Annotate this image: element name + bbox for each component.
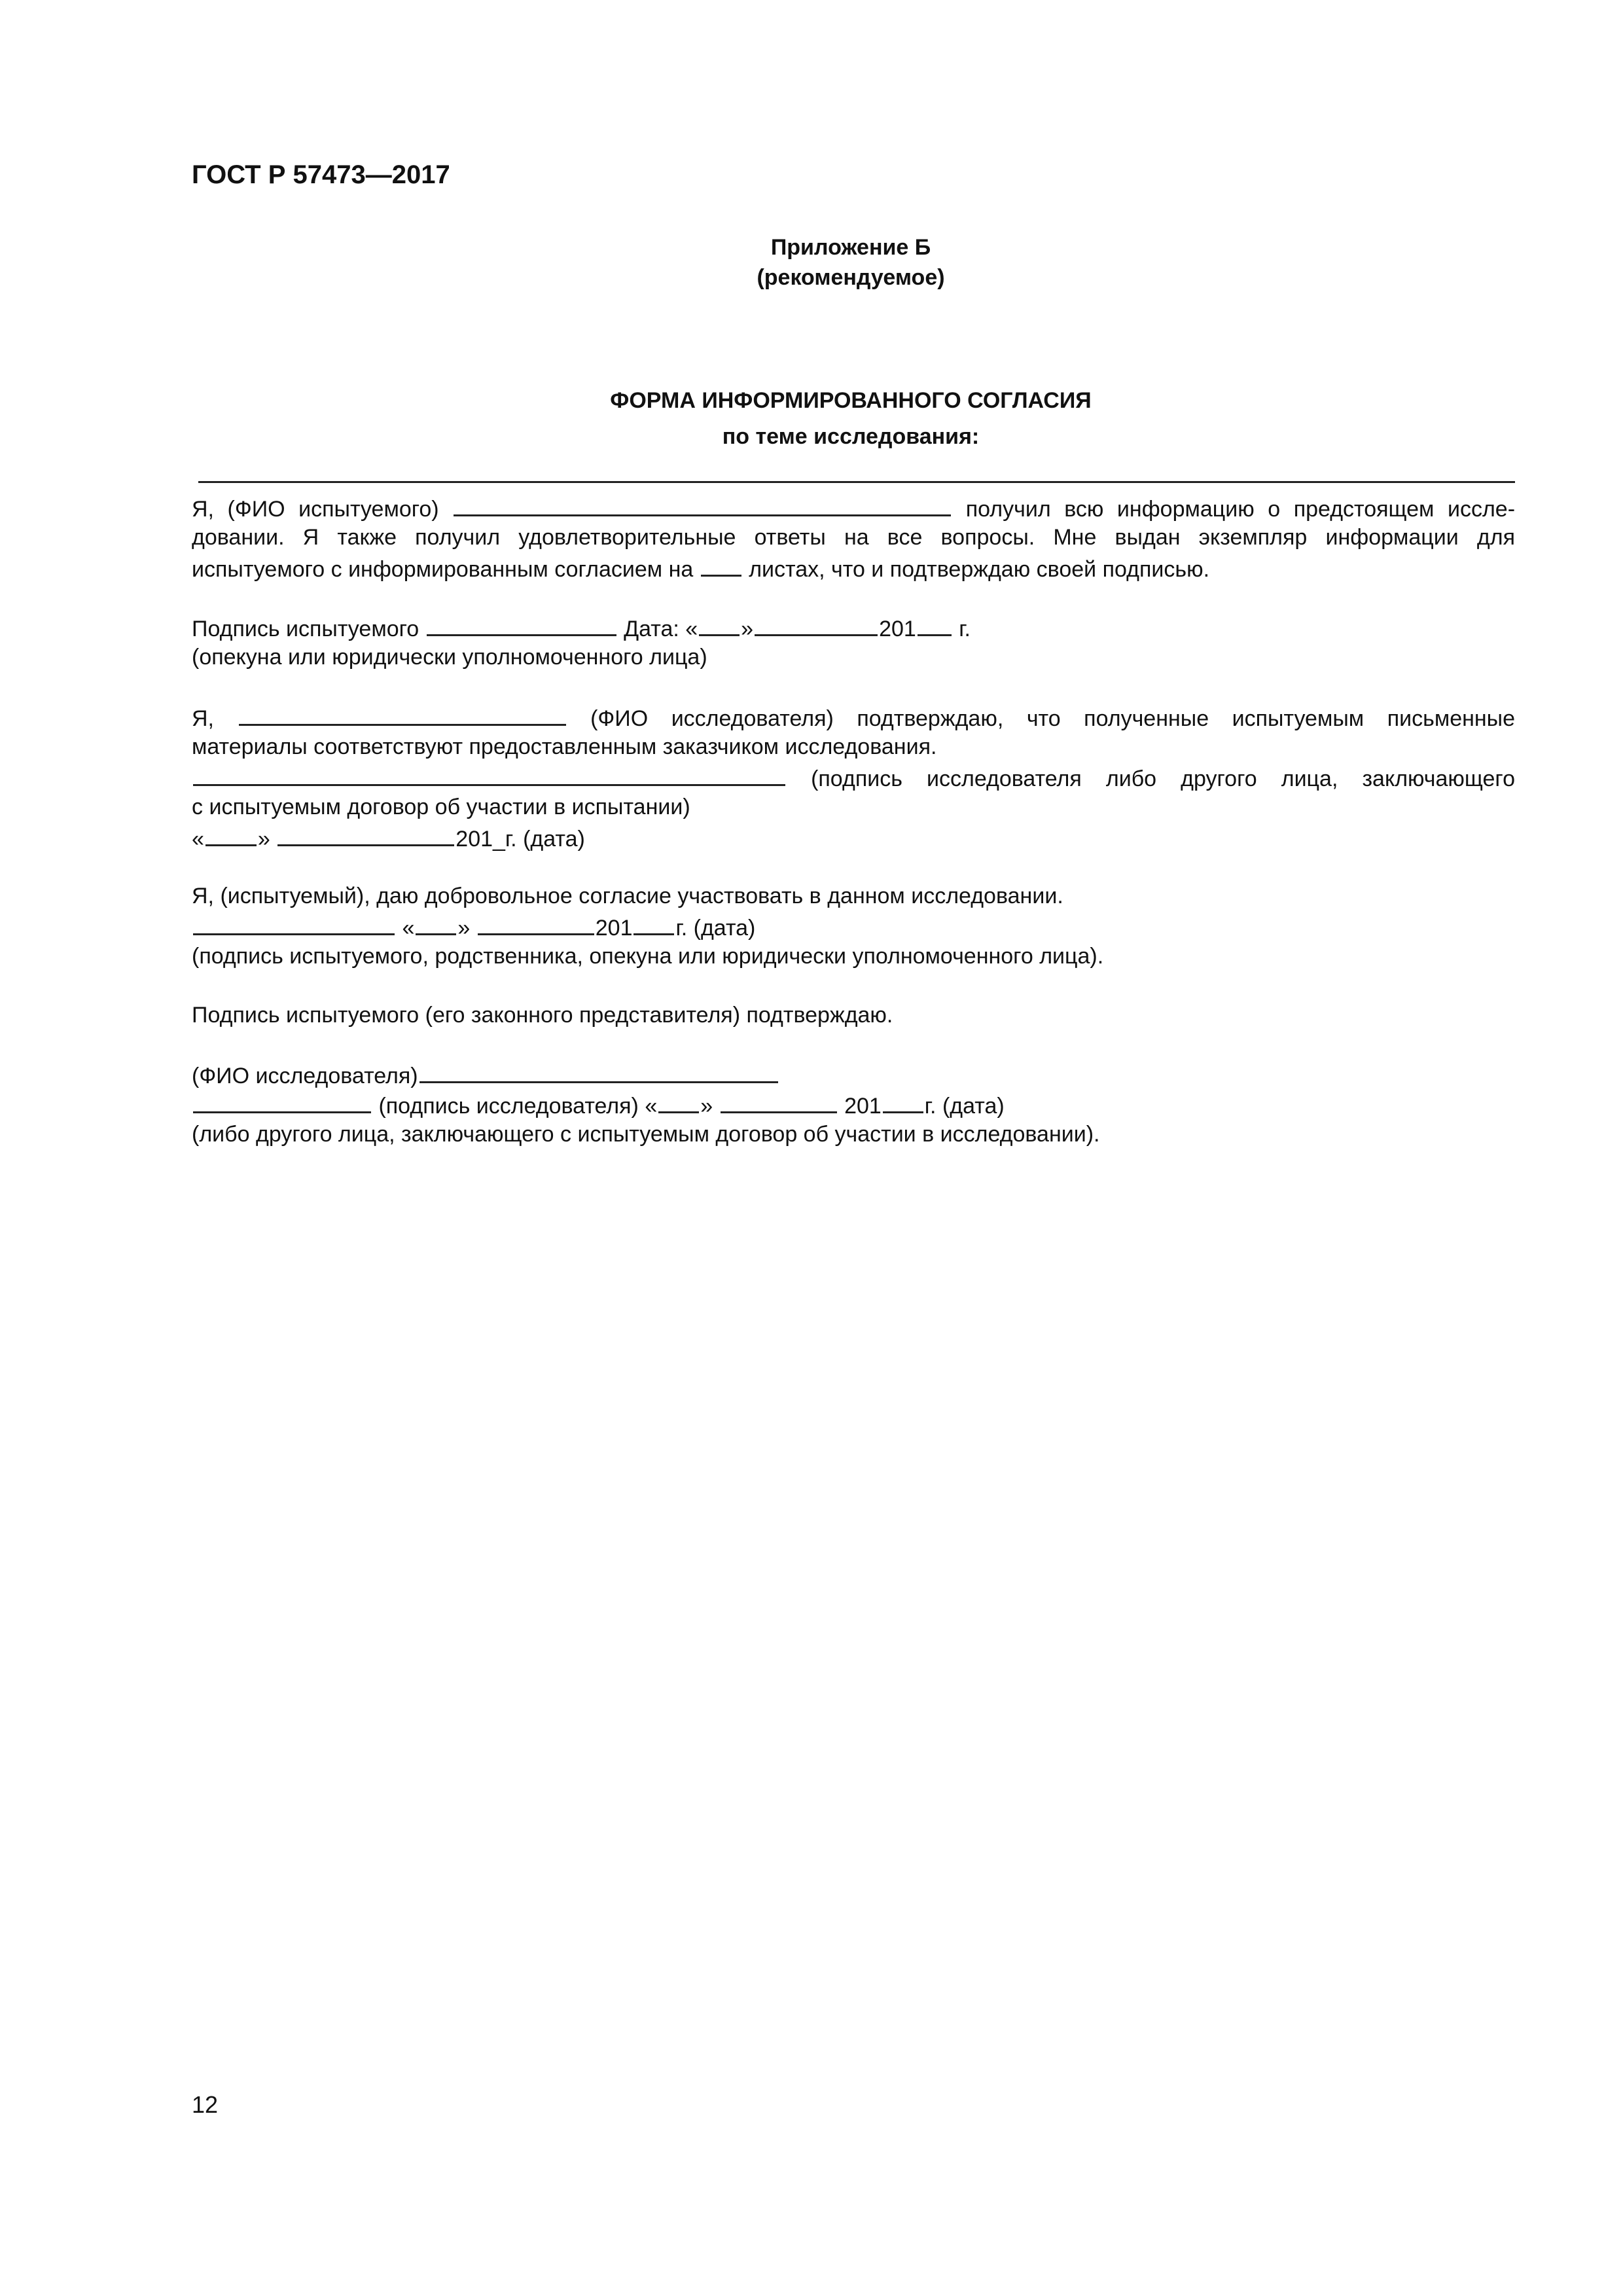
p4-line-1: Я, (испытуемый), даю добровольное согласие участвовать в данном исследовании. xyxy=(192,884,1063,908)
p6-researcher-signature-blank[interactable] xyxy=(193,1089,371,1113)
form-subtitle: по теме исследования: xyxy=(722,424,980,449)
annex-heading xyxy=(0,232,1623,293)
p6-line-3: (либо другого лица, заключающего с испытуемым договор об участии в исследовании). xyxy=(192,1122,1100,1147)
p6-line-2: (подпись исследователя) « » 201 г. (дата) xyxy=(192,1089,1005,1121)
date-year-blank[interactable] xyxy=(918,612,952,636)
form-title: ФОРМА ИНФОРМИРОВАННОГО СОГЛАСИЯ xyxy=(610,388,1092,413)
p1-line-3: испытуемого с информированным согласием на листах, что и подтверждаю своей подписью. xyxy=(192,552,1209,584)
p3-date-month-blank[interactable] xyxy=(277,822,454,846)
p1-line-2: довании. Я также получил удовлетворительные ответы на все вопросы. Мне выдан экземпляр информации для xyxy=(192,525,1515,550)
p2-line-2: (опекуна или юридически уполномоченного лица) xyxy=(192,645,707,670)
consent-signature-blank[interactable] xyxy=(193,911,395,935)
subject-name-blank[interactable] xyxy=(454,492,951,516)
page-number: 12 xyxy=(192,2091,219,2118)
p3-line-3: (подпись исследователя либо другого лица, заключающего xyxy=(192,762,1515,794)
sheets-count-blank[interactable] xyxy=(701,552,741,577)
document-code: ГОСТ Р 57473—2017 xyxy=(192,160,450,189)
p5-line-1: Подпись испытуемого (его законного представителя) подтверждаю. xyxy=(192,1003,893,1028)
researcher-signature-blank[interactable] xyxy=(193,762,785,786)
p6-line-1: (ФИО исследователя) xyxy=(192,1059,779,1091)
date-day-blank[interactable] xyxy=(699,612,740,636)
p3-line-2: материалы соответствуют предоставленным заказчиком исследования. xyxy=(192,734,937,759)
p1-line-1: Я, (ФИО испытуемого) получил всю информацию о предстоящем иссле- xyxy=(192,492,1515,524)
consent-year-blank[interactable] xyxy=(633,911,674,935)
p3-line-5: « » 201_г. (дата) xyxy=(192,822,585,854)
topic-blank[interactable] xyxy=(198,481,1515,483)
p4-line-3: (подпись испытуемого, родственника, опекуна или юридически уполномоченного лица). xyxy=(192,944,1104,969)
p3-line-1: Я, (ФИО исследователя) подтверждаю, что полученные испытуемым письменные xyxy=(192,702,1515,734)
p6-day-blank[interactable] xyxy=(658,1089,699,1113)
p6-researcher-name-blank[interactable] xyxy=(419,1059,778,1083)
p6-year-blank[interactable] xyxy=(883,1089,923,1113)
consent-day-blank[interactable] xyxy=(416,911,456,935)
date-month-blank[interactable] xyxy=(755,612,878,636)
p3-line-4: с испытуемым договор об участии в испытании) xyxy=(192,795,690,819)
annex-kind: (рекомендуемое) xyxy=(757,265,945,290)
p3-date-day-blank[interactable] xyxy=(205,822,257,846)
p2-line-1: Подпись испытуемого Дата: « » 201 г. xyxy=(192,612,971,644)
annex-title: Приложение Б xyxy=(770,235,931,260)
p4-line-2: « » 201 г. (дата) xyxy=(192,911,755,943)
subject-signature-blank[interactable] xyxy=(427,612,616,636)
consent-month-blank[interactable] xyxy=(478,911,594,935)
p6-month-blank[interactable] xyxy=(721,1089,837,1113)
researcher-name-blank[interactable] xyxy=(239,702,566,726)
